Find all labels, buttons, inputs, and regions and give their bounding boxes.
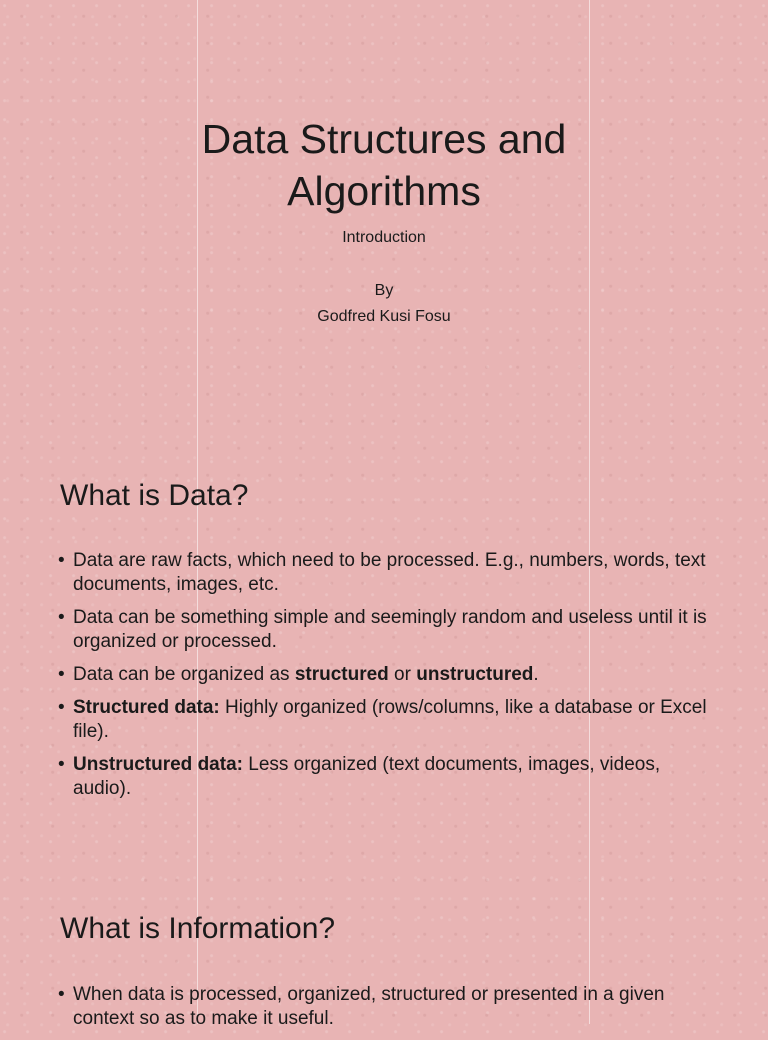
bullet-text: Data are raw facts, which need to be processed. E.g., numbers, words, text documents, images, etc. bbox=[73, 550, 706, 595]
bullet-icon: • bbox=[58, 697, 65, 718]
bullet-icon: • bbox=[58, 607, 65, 628]
author-name: Godfred Kusi Fosu bbox=[317, 308, 451, 325]
bullet-text: Highly organized (rows/columns, like a database or Excel file). bbox=[73, 697, 707, 742]
information-bullet-list bbox=[57, 983, 717, 1040]
list-item bbox=[57, 606, 717, 654]
list-item bbox=[57, 696, 717, 744]
bullet-icon: • bbox=[58, 754, 65, 775]
bullet-text: Less organized (text documents, images, videos, audio). bbox=[73, 754, 661, 799]
list-item bbox=[57, 663, 717, 687]
bullet-text: When data is processed, organized, structured or presented in a given context so as to make it useful. bbox=[73, 984, 665, 1029]
bullet-icon: • bbox=[58, 984, 65, 1005]
bullet-icon: • bbox=[58, 550, 65, 571]
bullet-text-suffix: . bbox=[533, 664, 539, 685]
slide-title-line-1: Data Structures and bbox=[201, 116, 567, 162]
title-slide bbox=[0, 0, 768, 440]
slide-subtitle: Introduction bbox=[342, 229, 426, 246]
bullet-bold-term: Structured data: bbox=[73, 697, 220, 718]
data-bullet-list bbox=[57, 549, 717, 810]
bullet-bold-unstructured: unstructured bbox=[416, 664, 534, 685]
bullet-text-prefix: Data can be organized as bbox=[73, 664, 295, 685]
bullet-text: Data can be something simple and seemingly random and useless until it is organized or processed. bbox=[73, 607, 707, 652]
list-item bbox=[57, 753, 717, 801]
bullet-bold-term: Unstructured data: bbox=[73, 754, 243, 775]
bullet-bold-structured: structured bbox=[294, 664, 389, 685]
slide-title-line-2: Algorithms bbox=[287, 168, 481, 214]
what-is-information-heading: What is Information? bbox=[60, 912, 336, 945]
by-label: By bbox=[374, 282, 394, 299]
bullet-icon: • bbox=[58, 664, 65, 685]
slide-title bbox=[0, 113, 768, 217]
bullet-text-mid: or bbox=[388, 664, 417, 685]
what-is-data-heading: What is Data? bbox=[60, 479, 249, 512]
list-item bbox=[57, 549, 717, 597]
